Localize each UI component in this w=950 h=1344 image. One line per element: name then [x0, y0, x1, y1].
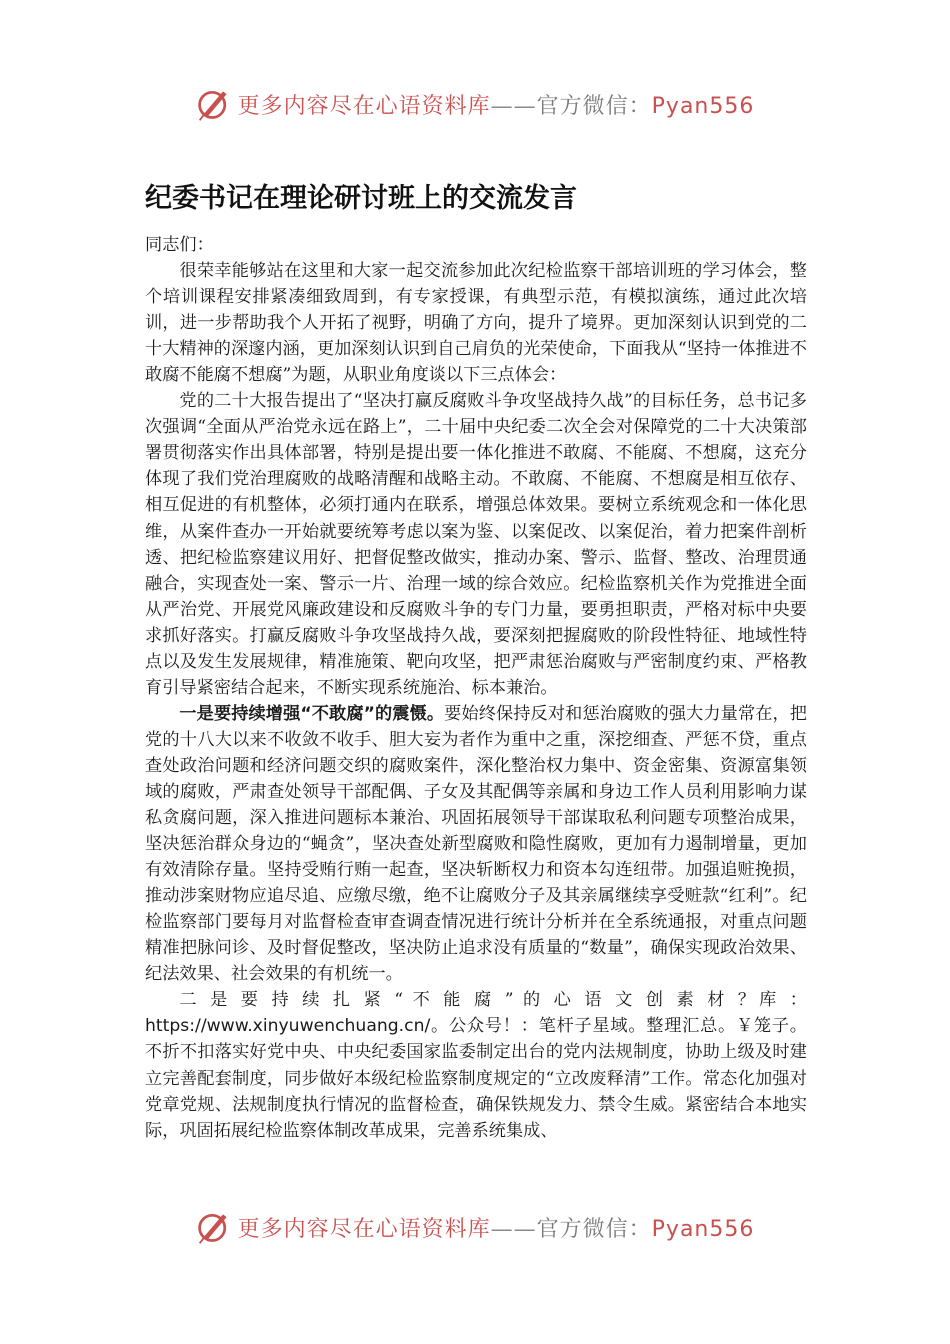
watermark-banner-top — [0, 82, 950, 126]
point-one-heading: 一是要持续增强“不敢腐”的震慑。 — [179, 703, 445, 724]
document-title: 纪委书记在理论研讨班上的交流发言 — [145, 183, 577, 214]
paragraph-point-one — [145, 701, 807, 988]
watermark-text: 更多内容尽在心语资料库——官方微信：Pyan556 — [237, 93, 755, 119]
salutation: 同志们： — [145, 235, 214, 255]
pen-logo-icon — [196, 1209, 232, 1245]
point-one-body: 要始终保持反对和惩治腐败的强大力量常在，把党的十八大以来不收敛不收手、胆大妄为者作为重中之重，深挖细查、严惩不贷，重点查处政治问题和经济问题交织的腐败案件，深化整治权力集中、资金密集、资源富集领域的腐败，严肃查处领导干部配偶、子女及其配偶等亲属和身边工作人员利用影响力谋私贪腐问题，深入推进问题标本兼治、巩固拓展领导干部谋取私利问题专项整治成果，坚决惩治群众身边的“蝇贪”，坚决查处新型腐败和隐性腐败，更加有力遏制增量，更加有效清除存量。坚持受贿行贿一起查，坚决斩断权力和资本勾连纽带。加强追赃挽损，推动涉案财物应追尽追、应缴尽缴，绝不让腐败分子及其亲属继续享受赃款“红利”。纪检监察部门要每月对监督检查审查调查情况进行统计分析并在全系统通报，对重点问题精准把脉问诊、及时督促整改，坚决防止追求没有质量的“数量”，确保实现政治效果、纪法效果、社会效果的有机统一。 — [145, 703, 807, 985]
watermark-text: 更多内容尽在心语资料库——官方微信：Pyan556 — [237, 1216, 755, 1242]
pen-logo-icon — [196, 86, 232, 122]
paragraph-point-two — [145, 987, 807, 1143]
watermark-banner-bottom — [0, 1205, 950, 1249]
paragraph-intro: 很荣幸能够站在这里和大家一起交流参加此次纪检监察干部培训班的学习体会，整个培训课程安排紧凑细致周到，有专家授课，有典型示范，有模拟演练，通过此次培训，进一步帮助我个人开拓了视野，明确了方向，提升了境界。更加深刻认识到党的二十大精神的深邃内涵，更加深刻认识到自己肩负的光荣使命，下面我从“坚持一体推进不敢腐不能腐不想腐”为题，从职业角度谈以下三点体会： — [145, 261, 807, 386]
source-url-link[interactable]: https://www.xinyuwenchuang.cn/ — [145, 1016, 431, 1037]
paragraph-overview: 党的二十大报告提出了“坚决打赢反腐败斗争攻坚战持久战”的目标任务，总书记多次强调“全面从严治党永远在路上”，二十届中央纪委二次全会对保障党的二十大决策部署贯彻落实作出具体部署，特别是提出要一体化推进不敢腐、不能腐、不想腐，这充分体现了我们党治理腐败的战略清醒和战略主动。不敢腐、不能腐、不想腐是相互依存、相互促进的有机整体，必须打通内在联系，增强总体效果。要树立系统观念和一体化思维，从案件查办一开始就要统筹考虑以案为鉴、以案促改、以案促治，着力把案件剖析透、把纪检监察建议用好、把督促整改做实，推动办案、警示、监督、整改、治理贯通融合，实现查处一案、警示一片、治理一域的综合效应。纪检监察机关作为党推进全面从严治党、开展党风廉政建设和反腐败斗争的专门力量，要勇担职责，严格对标中央要求抓好落实。打赢反腐败斗争攻坚战持久战，要深刻把握腐败的阶段性特征、地域性特点以及发生发展规律，精准施策、靶向攻坚，把严肃惩治腐败与严密制度约束、严格教育引导紧密结合起来，不断实现系统施治、标本兼治。 — [145, 391, 807, 698]
point-two-body: 。公众号！：笔杆子星域。整理汇总。￥笼子。不折不扣落实好党中央、中央纪委国家监委制定出台的党内法规制度，协助上级及时建立完善配套制度，同步做好本级纪检监察制度规定的“立改废释清”工作。常态化加强对党章党规、法规制度执行情况的监督检查，确保铁规发力、禁令生威。紧密结合本地实际，巩固拓展纪检监察体制改革成果，完善系统集成、 — [145, 1016, 807, 1141]
document-body — [145, 232, 807, 1144]
point-two-start: 二 是 要 持 续 扎 紧 “ 不 能 腐 ” 的 心 语 文 创 素 材 ？库 ： — [179, 990, 807, 1011]
